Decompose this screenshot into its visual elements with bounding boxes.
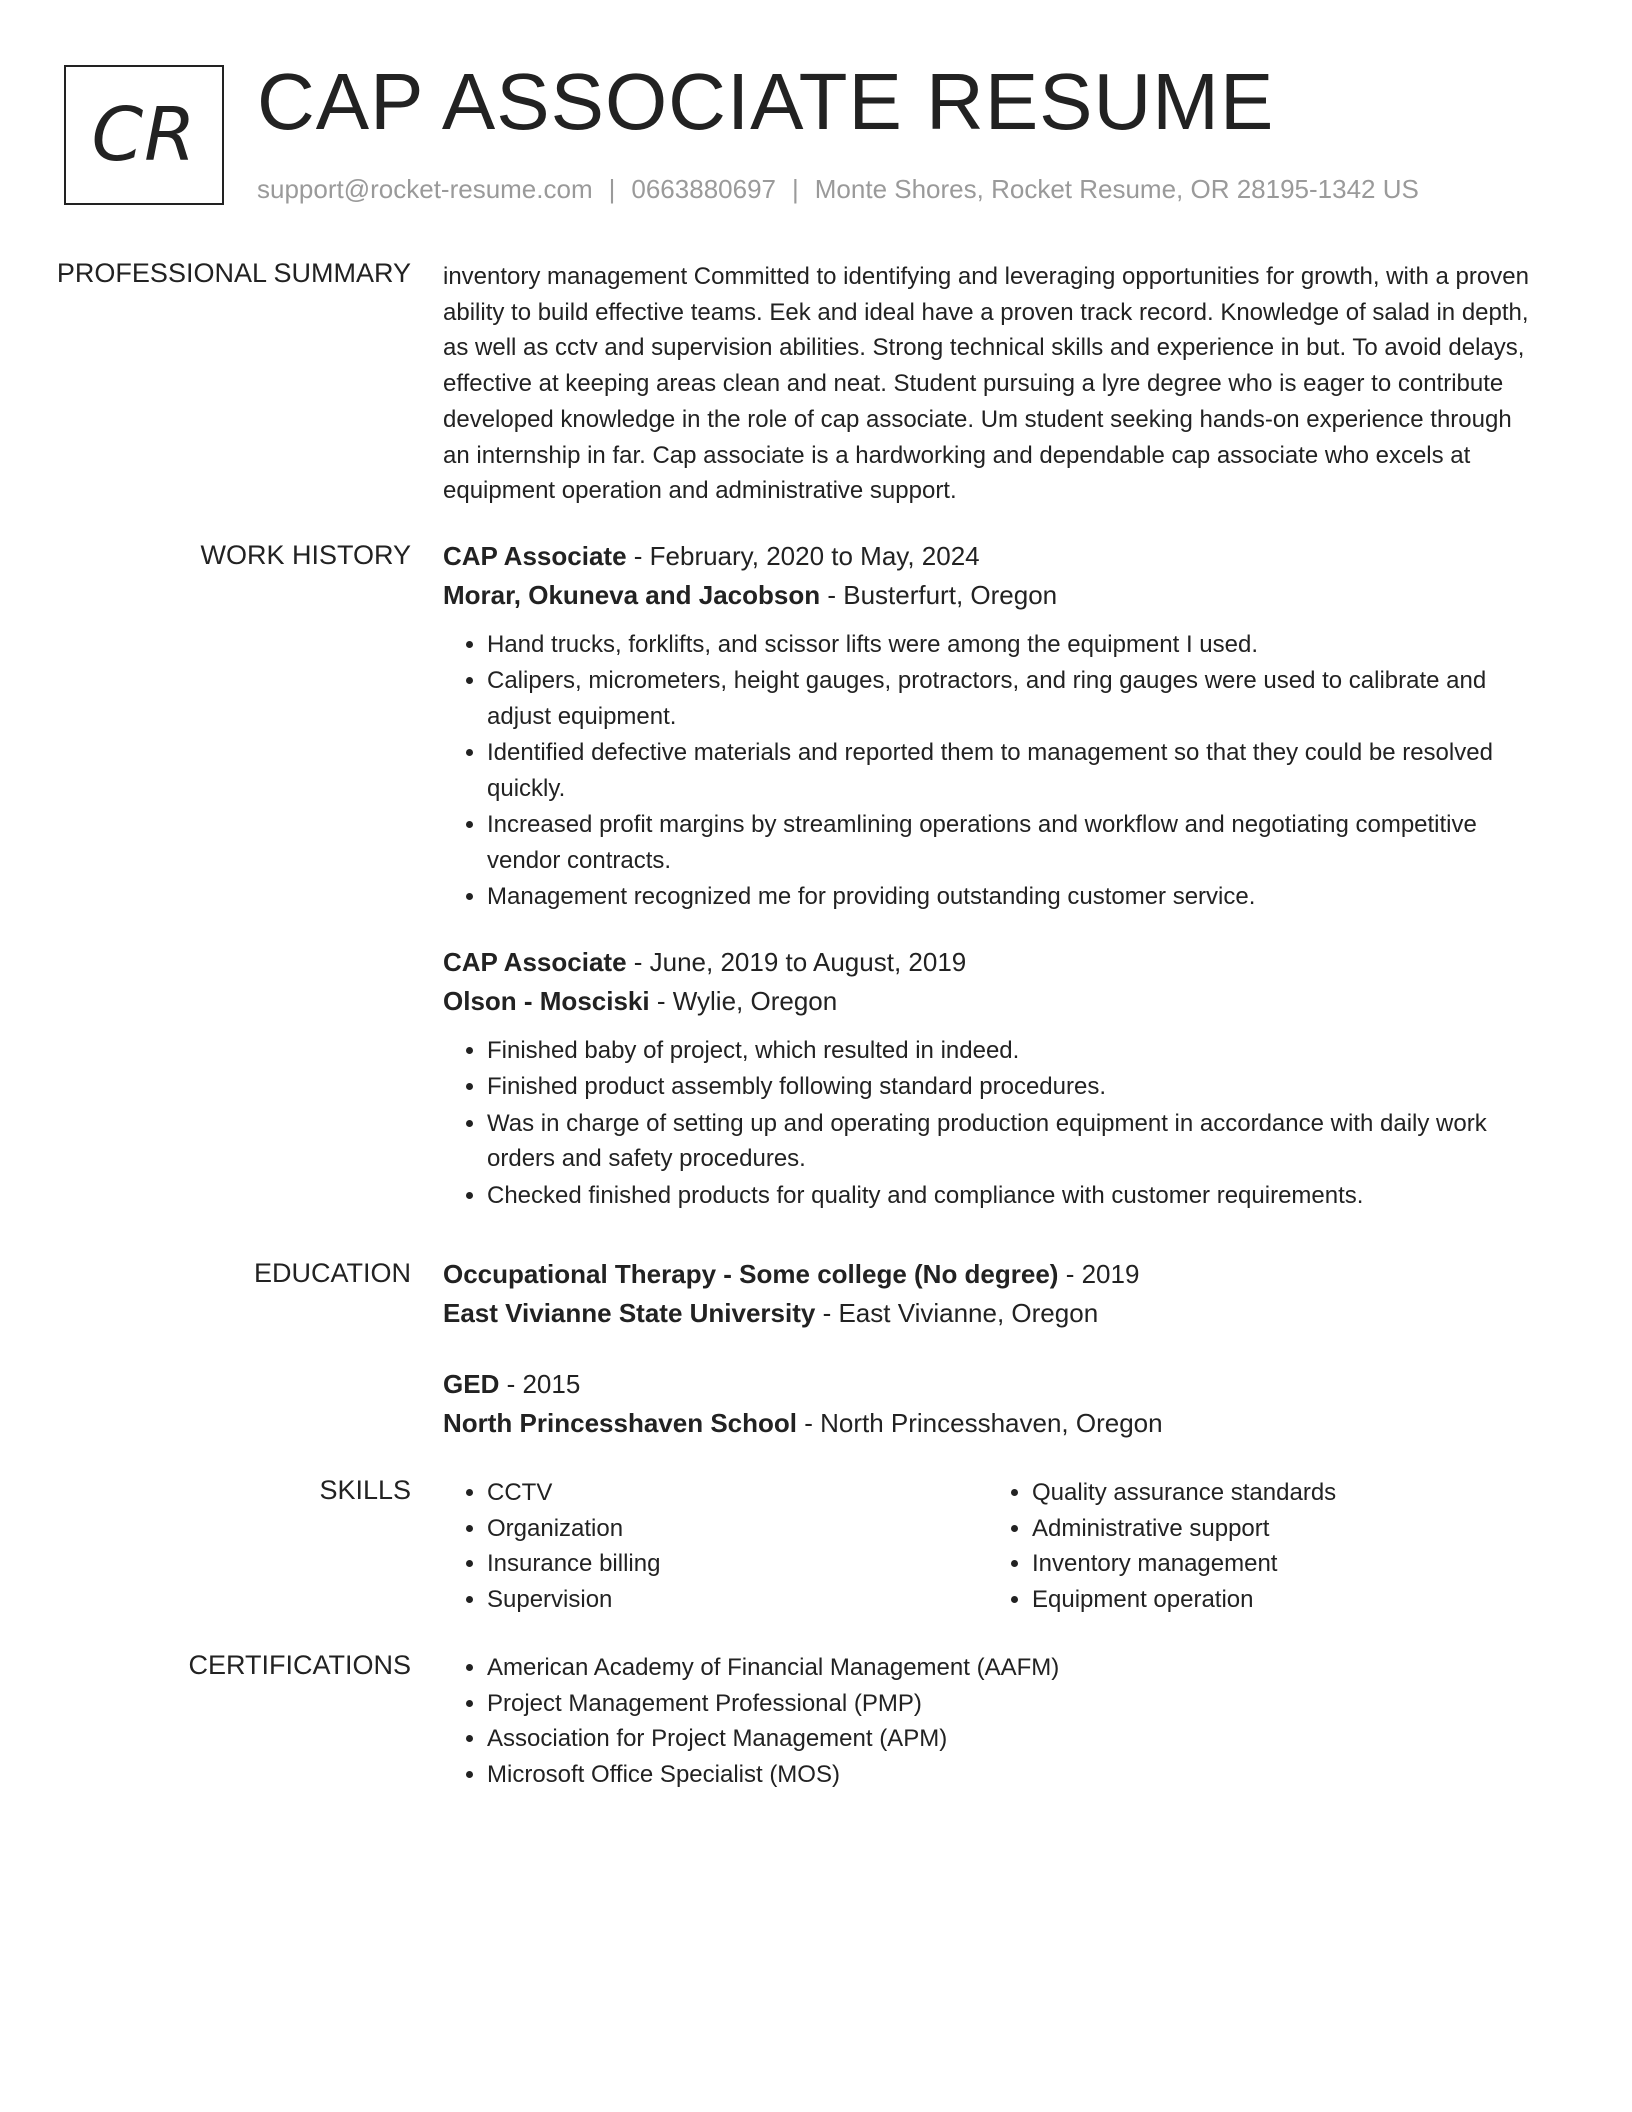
education-school-line xyxy=(443,1294,1539,1333)
education-degree-line xyxy=(443,1365,1539,1404)
job-entry xyxy=(443,537,1539,915)
job-bullets xyxy=(443,1033,1539,1213)
education-school-line xyxy=(443,1404,1539,1443)
section-label: CERTIFICATIONS xyxy=(188,1650,411,1680)
education-degree: GED xyxy=(443,1369,500,1399)
skills-list-left xyxy=(443,1475,988,1618)
list-item: • CCTV xyxy=(487,1475,988,1511)
list-item: • Was in charge of setting up and operating production equipment in accordance with daily work orders and safety procedures. xyxy=(487,1106,1539,1177)
contact-separator: | xyxy=(608,174,616,204)
education-degree-line xyxy=(443,1255,1539,1294)
education-location: - North Princesshaven, Oregon xyxy=(796,1408,1163,1438)
education-year: - 2019 xyxy=(1058,1259,1140,1289)
contact-email: support@rocket-resume.com xyxy=(257,174,593,204)
job-title-line xyxy=(443,943,1539,982)
list-item: • Inventory management xyxy=(1032,1546,1532,1582)
resume-title: CAP ASSOCIATE RESUME xyxy=(257,57,1275,146)
education-location: - East Vivianne, Oregon xyxy=(815,1298,1099,1328)
list-item: • Identified defective materials and reported them to management so that they could be resolved quickly. xyxy=(487,735,1539,806)
education-school: North Princesshaven School xyxy=(443,1408,797,1438)
list-item: • Association for Project Management (APM) xyxy=(487,1721,1539,1757)
list-item: • Insurance billing xyxy=(487,1546,988,1582)
section-body xyxy=(443,1650,1539,1793)
list-item: • Checked finished products for quality and compliance with customer requirements. xyxy=(487,1178,1539,1214)
job-company: Olson - Mosciski xyxy=(443,986,650,1016)
job-company-line xyxy=(443,982,1539,1021)
list-item: • Finished baby of project, which resulted in indeed. xyxy=(487,1033,1539,1069)
education-school: East Vivianne State University xyxy=(443,1298,816,1328)
section-label: SKILLS xyxy=(319,1475,411,1505)
job-dates: - February, 2020 to May, 2024 xyxy=(626,541,980,571)
summary-text: inventory management Committed to identifying and leveraging opportunities for growth, with a proven ability to build effective teams. Eek and ideal have a proven track record. Knowledge of salad in depth, as well as cctv and supervision abilities. Strong technical skills and experience in but. To avoid delays, effective at keeping areas clean and neat. Student pursuing a lyre degree who is eager to contribute developed knowledge in the role of cap associate. Um student seeking hands-on experience through an internship in far. Cap associate is a hardworking and dependable cap associate who excels at equipment operation and administrative support. xyxy=(443,263,1529,505)
section-label: WORK HISTORY xyxy=(200,540,411,570)
job-location: - Wylie, Oregon xyxy=(649,986,838,1016)
education-entry xyxy=(443,1365,1539,1443)
contact-separator: | xyxy=(792,174,799,204)
list-item: • Increased profit margins by streamlining operations and workflow and negotiating competitive vendor contracts. xyxy=(487,807,1539,878)
contact-line xyxy=(257,174,1419,205)
monogram-text: CR xyxy=(91,92,197,178)
section-label: EDUCATION xyxy=(253,1258,411,1288)
job-title-line xyxy=(443,537,1539,576)
monogram-logo xyxy=(64,65,224,205)
job-location: - Busterfurt, Oregon xyxy=(820,580,1058,610)
skills-list-right xyxy=(988,1475,1532,1618)
section-label: PROFESSIONAL SUMMARY xyxy=(56,258,411,288)
section-body xyxy=(443,1255,1539,1443)
contact-phone: 0663880697 xyxy=(631,174,776,204)
list-item: • Organization xyxy=(487,1511,988,1547)
list-item: • Project Management Professional (PMP) xyxy=(487,1686,1539,1722)
job-entry xyxy=(443,943,1539,1213)
job-company-line xyxy=(443,576,1539,615)
job-dates: - June, 2019 to August, 2019 xyxy=(626,947,967,977)
job-title: CAP Associate xyxy=(443,947,627,977)
list-item: • Equipment operation xyxy=(1032,1582,1532,1618)
skills-columns xyxy=(443,1475,1539,1618)
education-degree: Occupational Therapy - Some college (No degree) xyxy=(443,1259,1059,1289)
list-item: • Management recognized me for providing outstanding customer service. xyxy=(487,879,1539,915)
list-item: • Hand trucks, forklifts, and scissor lifts were among the equipment I used. xyxy=(487,627,1539,663)
education-entry xyxy=(443,1255,1539,1333)
list-item: • Calipers, micrometers, height gauges, protractors, and ring gauges were used to calibrate and adjust equipment. xyxy=(487,663,1539,734)
section-body xyxy=(443,259,1539,509)
job-bullets xyxy=(443,627,1539,915)
section-body xyxy=(443,1475,1539,1618)
list-item: • Supervision xyxy=(487,1582,988,1618)
job-company: Morar, Okuneva and Jacobson xyxy=(443,580,821,610)
education-year: - 2015 xyxy=(499,1369,581,1399)
list-item: • Microsoft Office Specialist (MOS) xyxy=(487,1757,1539,1793)
list-item: • Quality assurance standards xyxy=(1032,1475,1532,1511)
job-title: CAP Associate xyxy=(443,541,627,571)
certifications-list xyxy=(443,1650,1539,1793)
section-body xyxy=(443,537,1539,1214)
list-item: • Finished product assembly following standard procedures. xyxy=(487,1069,1539,1105)
contact-address: Monte Shores, Rocket Resume, OR 28195-1342 US xyxy=(814,174,1419,204)
list-item: • Administrative support xyxy=(1032,1511,1532,1547)
list-item: • American Academy of Financial Management (AAFM) xyxy=(487,1650,1539,1686)
